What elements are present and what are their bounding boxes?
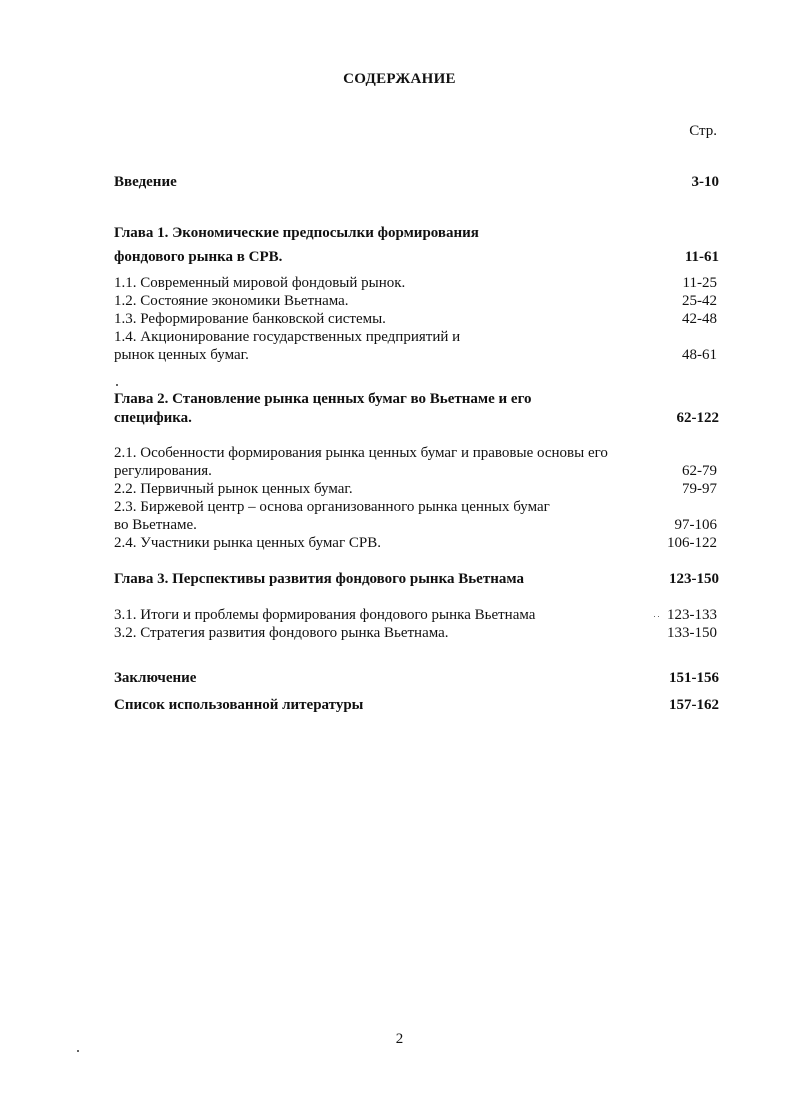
toc-bibliography: Список использованной литературы [114,697,364,713]
toc-section-2-1-line1: 2.1. Особенности формирования рынка ценных бумаг и правовые основы его [114,445,608,461]
toc-section-2-4: 2.4. Участники рынка ценных бумаг СРВ. [114,535,381,551]
toc-pages-intro: 3-10 [691,174,719,190]
scan-speck [116,384,118,386]
toc-section-2-3-line2: во Вьетнаме. [114,517,197,533]
toc-section-1-2-pages: 25-42 [682,293,717,309]
toc-section-2-2: 2.2. Первичный рынок ценных бумаг. [114,481,353,497]
toc-section-2-3-pages: 97-106 [674,517,717,533]
scan-speck [654,616,655,617]
toc-section-1-1: 1.1. Современный мировой фондовый рынок. [114,275,406,291]
toc-bibliography-pages: 157-162 [669,697,719,713]
scan-speck [77,1050,79,1052]
toc-section-3-2: 3.2. Стратегия развития фондового рынка Вьетнама. [114,625,449,641]
toc-section-1-4-line2: рынок ценных бумаг. [114,347,249,363]
page-number: 2 [395,1031,404,1047]
toc-section-2-2-pages: 79-97 [682,481,717,497]
toc-section-2-1-pages: 62-79 [682,463,717,479]
toc-section-1-1-pages: 11-25 [682,275,717,291]
toc-section-3-1-pages: 123-133 [667,607,717,623]
toc-chapter-1-line1: Глава 1. Экономические предпосылки формирования [114,225,479,241]
scan-speck [658,616,659,617]
toc-section-2-3-line1: 2.3. Биржевой центр – основа организованного рынка ценных бумаг [114,499,550,515]
toc-section-3-2-pages: 133-150 [667,625,717,641]
toc-chapter-3: Глава 3. Перспективы развития фондового рынка Вьетнама [114,571,524,587]
toc-section-1-3-pages: 42-48 [682,311,717,327]
toc-section-3-1: 3.1. Итоги и проблемы формирования фондового рынка Вьетнама [114,607,536,623]
toc-section-1-4-line1: 1.4. Акционирование государственных предприятий и [114,329,461,345]
toc-chapter-3-pages: 123-150 [669,571,719,587]
toc-chapter-2-pages: 62-122 [676,410,719,426]
toc-conclusion: Заключение [114,670,197,686]
toc-chapter-1-pages: 11-61 [684,249,719,265]
page-column-label: Стр. [689,123,717,139]
toc-heading-intro: Введение [114,174,177,190]
toc-section-2-4-pages: 106-122 [667,535,717,551]
page-title: СОДЕРЖАНИЕ [343,71,456,87]
toc-section-1-2: 1.2. Состояние экономики Вьетнама. [114,293,349,309]
toc-section-1-4-pages: 48-61 [682,347,717,363]
toc-conclusion-pages: 151-156 [669,670,719,686]
toc-section-2-1-line2: регулирования. [114,463,212,479]
toc-chapter-2-line1: Глава 2. Становление рынка ценных бумаг во Вьетнаме и его [114,391,532,407]
toc-section-1-3: 1.3. Реформирование банковской системы. [114,311,386,327]
toc-chapter-1-line2: фондового рынка в СРВ. [114,249,283,265]
toc-chapter-2-line2: специфика. [114,410,192,426]
